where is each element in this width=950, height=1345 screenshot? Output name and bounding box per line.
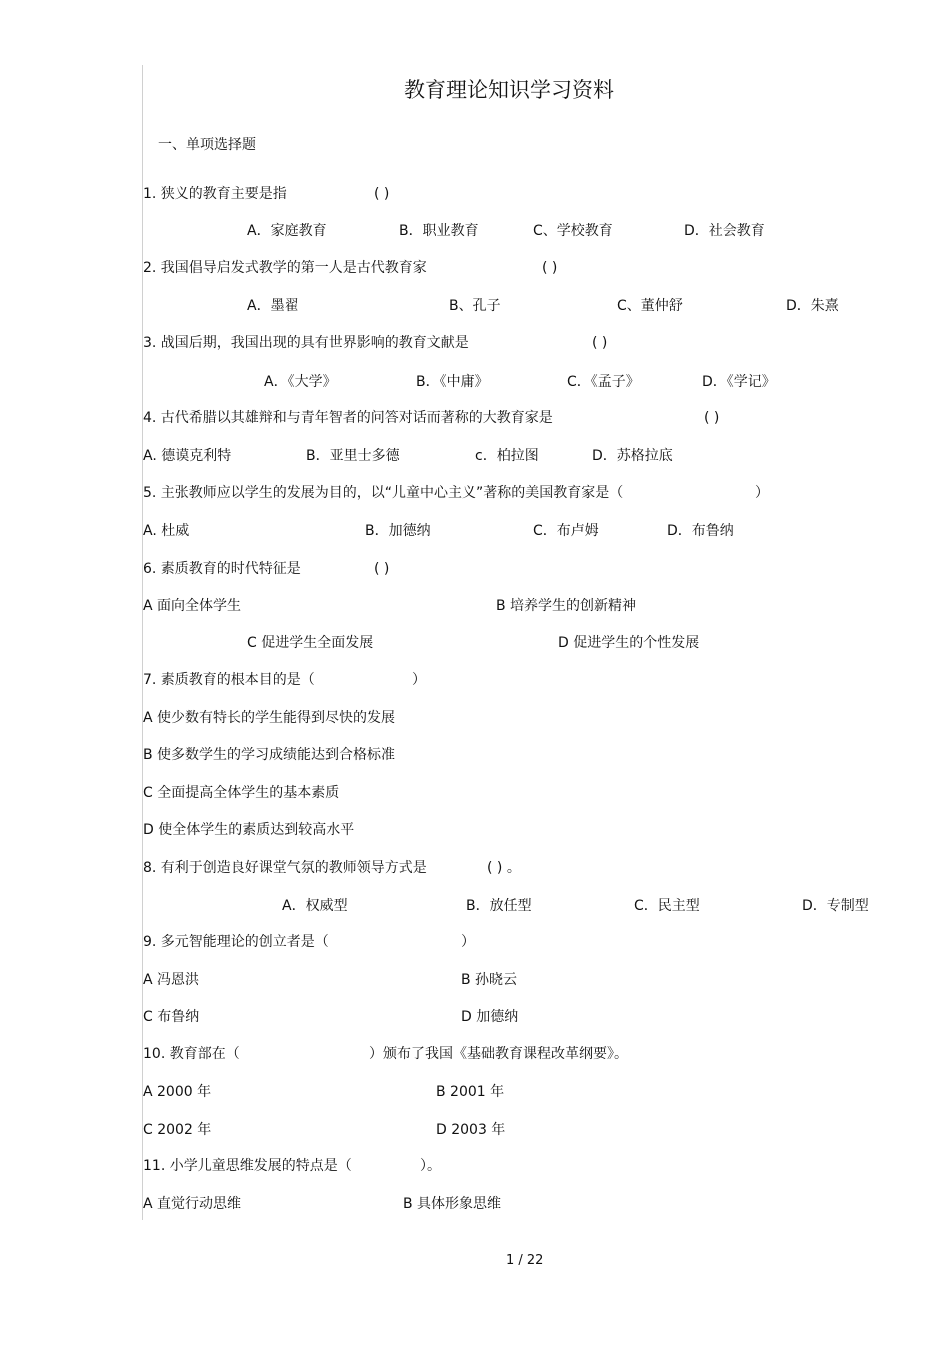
question-4-option-d: D．苏格拉底	[592, 448, 673, 464]
question-3-option-c: C．《孟子》	[567, 374, 640, 390]
question-8-option-a: A．权威型	[282, 898, 348, 914]
question-1-option-b: B．职业教育	[399, 223, 479, 239]
question-1-option-a: A．家庭教育	[247, 223, 327, 239]
question-11-blank: ）。	[420, 1158, 441, 1174]
question-1-option-c: C、学校教育	[533, 223, 613, 239]
question-9-option-b: B 孙晓云	[461, 972, 518, 988]
question-11-stem: 11. 小学儿童思维发展的特点是（	[143, 1158, 352, 1174]
question-8-blank: ( ) 。	[487, 860, 521, 876]
question-1-blank: ( )	[374, 186, 390, 202]
question-11-option-a: A 直觉行动思维	[143, 1196, 242, 1212]
section-heading: 一、单项选择题	[158, 137, 256, 153]
question-4-blank: ( )	[704, 410, 720, 426]
document-title: 教育理论知识学习资料	[404, 78, 614, 102]
question-10-option-a: A 2000 年	[143, 1084, 212, 1100]
question-6-option-d: D 促进学生的个性发展	[558, 635, 700, 651]
question-9-stem: 9. 多元智能理论的创立者是（	[143, 934, 329, 950]
question-3-stem: 3. 战国后期，我国出现的具有世界影响的教育文献是	[143, 335, 469, 351]
question-1-stem: 1. 狭义的教育主要是指	[143, 186, 287, 202]
question-6-option-a: A 面向全体学生	[143, 598, 242, 614]
question-7-option-a: A 使少数有特长的学生能得到尽快的发展	[143, 710, 396, 726]
question-6-stem: 6. 素质教育的时代特征是	[143, 561, 301, 577]
question-9-option-c: C 布鲁纳	[143, 1009, 200, 1025]
question-7-stem: 7. 素质教育的根本目的是（	[143, 672, 315, 688]
question-3-blank: ( )	[592, 335, 608, 351]
question-5-stem: 5. 主张教师应以学生的发展为目的，以“儿童中心主义”著称的美国教育家是（	[143, 485, 624, 501]
question-4-option-a: A. 德谟克利特	[143, 448, 232, 464]
question-6-blank: ( )	[374, 561, 390, 577]
question-5-option-d: D．布鲁纳	[667, 523, 734, 539]
question-6-option-c: C 促进学生全面发展	[247, 635, 374, 651]
question-7-option-c: C 全面提高全体学生的基本素质	[143, 785, 340, 801]
question-5-option-a: A. 杜威	[143, 523, 190, 539]
question-9-option-d: D 加德纳	[461, 1009, 519, 1025]
question-2-blank: ( )	[542, 260, 558, 276]
question-3-option-a: A．《大学》	[264, 374, 337, 390]
question-10-option-b: B 2001 年	[436, 1084, 505, 1100]
page-number: 1 / 22	[506, 1253, 544, 1268]
question-10-option-c: C 2002 年	[143, 1122, 212, 1138]
question-8-stem: 8. 有利于创造良好课堂气氛的教师领导方式是	[143, 860, 427, 876]
question-2-option-c: C、董仲舒	[617, 298, 683, 314]
question-4-option-c: c．柏拉图	[475, 448, 539, 464]
question-10-option-d: D 2003 年	[436, 1122, 506, 1138]
question-11-option-b: B 具体形象思维	[403, 1196, 502, 1212]
question-4-option-b: B．亚里士多德	[306, 448, 400, 464]
question-3-option-b: B．《中庸》	[416, 374, 489, 390]
question-7-blank: ）	[412, 672, 426, 688]
question-2-option-d: D．朱熹	[786, 298, 839, 314]
question-6-option-b: B 培养学生的创新精神	[496, 598, 637, 614]
question-2-option-a: A．墨翟	[247, 298, 299, 314]
question-7-option-d: D 使全体学生的素质达到较高水平	[143, 822, 355, 838]
question-10-blank: ）颁布了我国《基础教育课程改革纲要》。	[369, 1046, 628, 1062]
question-9-blank: ）	[461, 934, 475, 950]
question-10-stem: 10. 教育部在（	[143, 1046, 240, 1062]
question-8-option-d: D．专制型	[802, 898, 869, 914]
question-5-option-c: C．布卢姆	[533, 523, 599, 539]
question-5-blank: ）	[755, 485, 769, 501]
question-8-option-b: B．放任型	[466, 898, 532, 914]
question-3-option-d: D．《学记》	[702, 374, 776, 390]
question-8-option-c: C．民主型	[634, 898, 700, 914]
question-7-option-b: B 使多数学生的学习成绩能达到合格标准	[143, 747, 396, 763]
question-4-stem: 4. 古代希腊以其雄辩和与青年智者的问答对话而著称的大教育家是	[143, 410, 553, 426]
question-2-stem: 2. 我国倡导启发式教学的第一人是古代教育家	[143, 260, 427, 276]
question-1-option-d: D．社会教育	[684, 223, 765, 239]
question-9-option-a: A 冯恩洪	[143, 972, 200, 988]
question-2-option-b: B、孔子	[449, 298, 501, 314]
question-5-option-b: B．加德纳	[365, 523, 431, 539]
